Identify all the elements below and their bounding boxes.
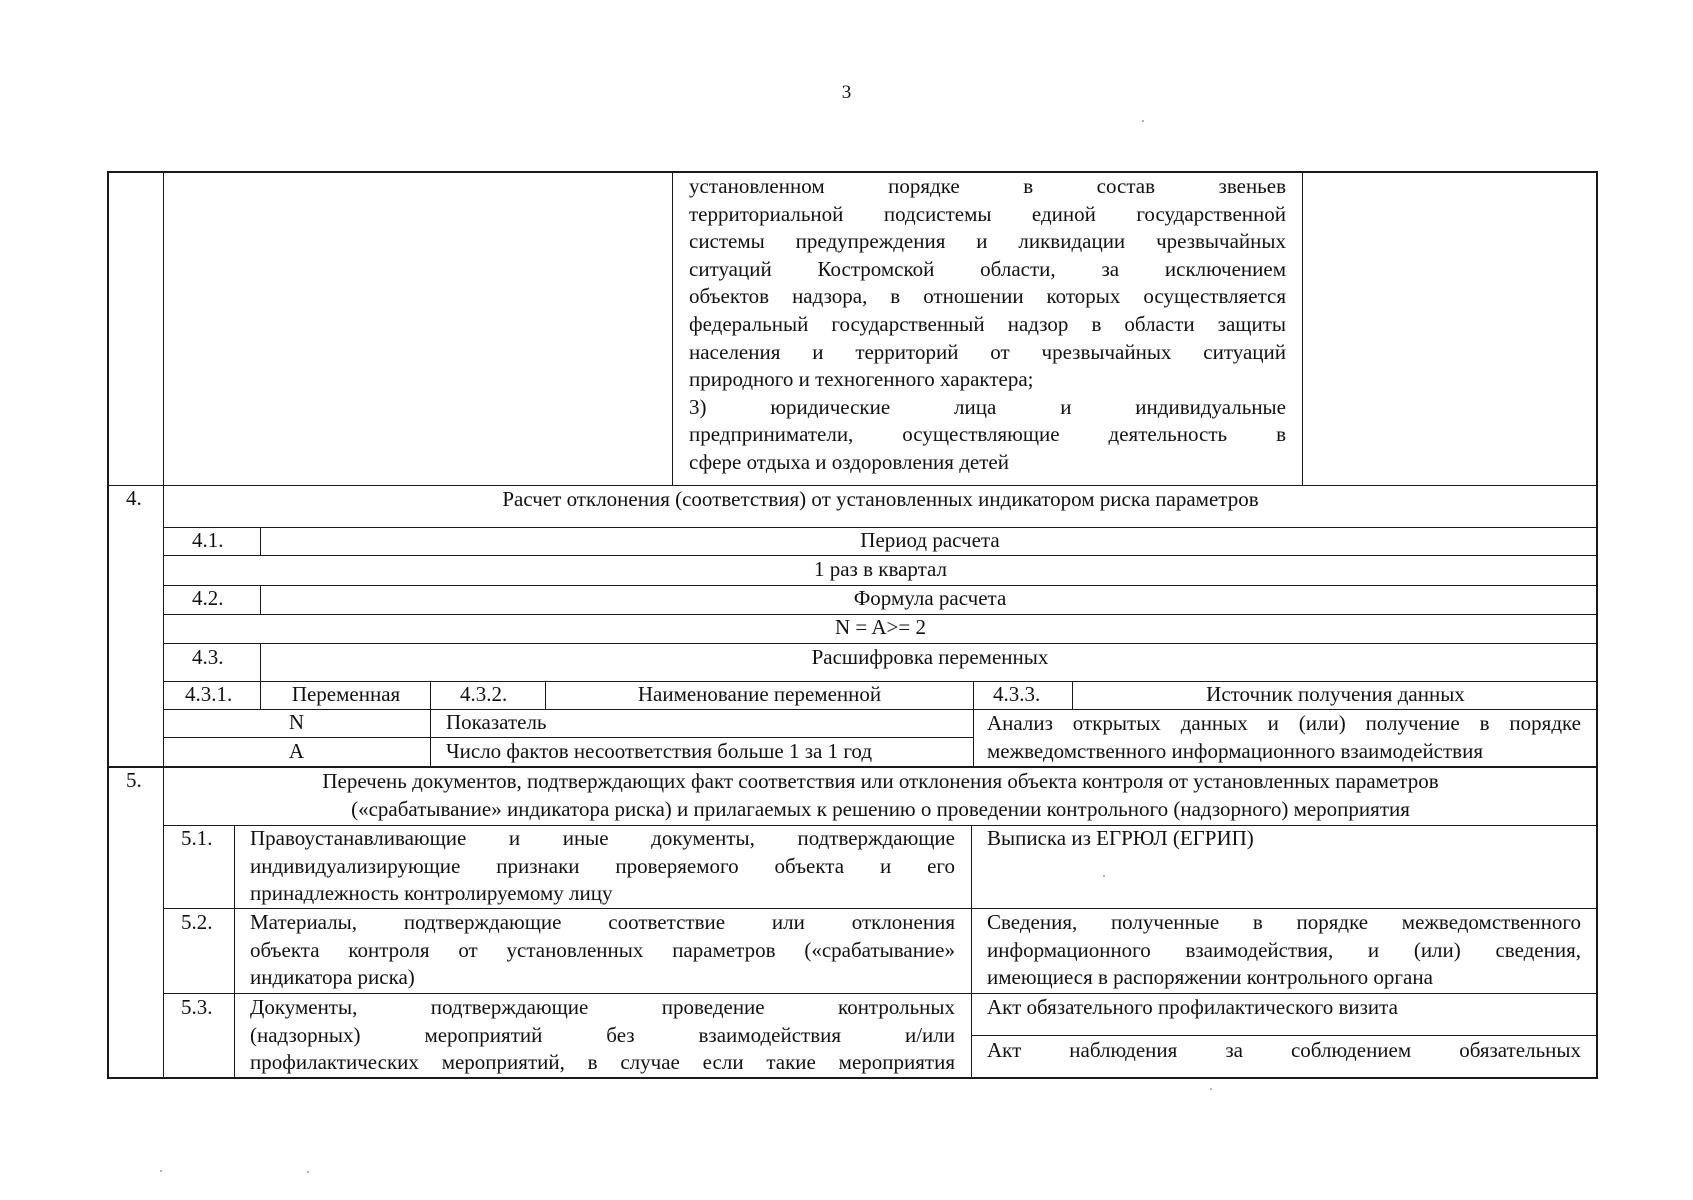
text-line: 3) юридические лица и индивидуальные bbox=[689, 394, 1286, 419]
variable-name: Показатель bbox=[446, 710, 547, 734]
text-line: сфере отдыха и оздоровления детей bbox=[689, 449, 1009, 474]
formula-number: 4.2. bbox=[192, 586, 224, 610]
text-line: Сведения, полученные в порядке межведомственного bbox=[987, 910, 1581, 934]
section5-number: 5. bbox=[126, 768, 142, 792]
item-document: Акт обязательного профилактического визита bbox=[987, 995, 1398, 1019]
variable-col-label: Переменная bbox=[291, 682, 401, 706]
cell-divider bbox=[260, 585, 261, 614]
item-document bbox=[987, 1037, 1581, 1065]
text-line: («срабатывание» индикатора риска) и прилагаемых к решению о проведении контрольного (надзорного) мероприятия bbox=[351, 796, 1410, 821]
table-border-left bbox=[107, 171, 109, 1079]
item-description bbox=[250, 825, 955, 908]
item-description bbox=[250, 909, 955, 992]
item-document bbox=[987, 909, 1581, 992]
page-number: 3 bbox=[841, 82, 852, 103]
period-number: 4.1. bbox=[192, 528, 224, 552]
scan-speck bbox=[1210, 1088, 1212, 1090]
cell-divider bbox=[260, 643, 261, 681]
variables-number: 4.3. bbox=[192, 645, 224, 669]
text-line: Акт наблюдения за соблюдением обязательных bbox=[987, 1038, 1581, 1062]
text-line: федеральный государственный надзор в области защиты bbox=[689, 311, 1286, 336]
row3-continuation-text bbox=[689, 173, 1286, 477]
text-line: Материалы, подтверждающие соответствие или отклонения bbox=[250, 910, 955, 934]
cell-divider bbox=[971, 825, 972, 1078]
text-line: принадлежность контролируемому лицу bbox=[250, 881, 613, 906]
variables-label: Расшифровка переменных bbox=[811, 645, 1049, 669]
item-number: 5.2. bbox=[181, 910, 213, 934]
row-rule bbox=[971, 1035, 1598, 1036]
text-line: (надзорных) мероприятий без взаимодействия и/или bbox=[250, 1022, 955, 1047]
text-line: установленном порядке в состав звеньев bbox=[689, 174, 1286, 198]
scan-speck bbox=[307, 1171, 309, 1173]
variable-name: Число фактов несоответствия больше 1 за 1 год bbox=[446, 739, 873, 763]
text-line: информационного взаимодействия, и (или) сведения, bbox=[987, 937, 1581, 962]
variable-symbol: A bbox=[288, 739, 305, 763]
section5-title bbox=[163, 768, 1598, 823]
text-line: предприниматели, осуществляющие деятельность в bbox=[689, 422, 1286, 447]
text-line: профилактических мероприятий, в случае если такие мероприятия bbox=[250, 1050, 955, 1075]
item-description bbox=[250, 994, 955, 1077]
formula-value: N = A>= 2 bbox=[835, 615, 926, 639]
formula-label: Формула расчета bbox=[853, 586, 1007, 610]
text-line: объектов надзора, в отношении которых осуществляется bbox=[689, 284, 1286, 309]
text-line: Документы, подтверждающие проведение контрольных bbox=[250, 995, 955, 1019]
item-number: 5.3. bbox=[181, 995, 213, 1019]
row3-divider bbox=[672, 171, 673, 485]
row3-divider bbox=[1302, 171, 1303, 485]
text-line: индикатора риска) bbox=[250, 965, 415, 990]
text-line: Правоустанавливающие и иные документы, подтверждающие bbox=[250, 826, 955, 850]
section4-title: Расчет отклонения (соответствия) от установленных индикатором риска параметров bbox=[502, 487, 1259, 511]
source-col-label: Источник получения данных bbox=[1206, 682, 1465, 706]
item-number: 5.1. bbox=[181, 826, 213, 850]
name-col-label: Наименование переменной bbox=[637, 682, 882, 706]
variables-source bbox=[987, 710, 1581, 765]
item-document: Выписка из ЕГРЮЛ (ЕГРИП) bbox=[987, 826, 1254, 850]
text-line: населения и территорий от чрезвычайных ситуаций bbox=[689, 339, 1286, 364]
name-col-number: 4.3.2. bbox=[460, 682, 508, 706]
cell-divider bbox=[260, 527, 261, 555]
period-label: Период расчета bbox=[860, 528, 1000, 552]
scan-speck bbox=[160, 1170, 162, 1172]
cell-divider bbox=[260, 681, 261, 709]
variable-col-number: 4.3.1. bbox=[185, 682, 233, 706]
period-value: 1 раз в квартал bbox=[813, 557, 948, 581]
cell-divider bbox=[234, 825, 235, 1078]
text-line: Анализ открытых данных и (или) получение в порядке bbox=[987, 711, 1581, 735]
scan-speck bbox=[1142, 120, 1144, 122]
text-line: территориальной подсистемы единой государственной bbox=[689, 201, 1286, 226]
table-border-bottom bbox=[107, 1077, 1598, 1079]
scan-speck bbox=[1103, 875, 1105, 877]
text-line: имеющиеся в распоряжении контрольного органа bbox=[987, 965, 1433, 990]
section4-number: 4. bbox=[126, 486, 142, 510]
variable-symbol: N bbox=[288, 710, 305, 734]
source-col-number: 4.3.3. bbox=[993, 682, 1041, 706]
text-line: системы предупреждения и ликвидации чрезвычайных bbox=[689, 229, 1286, 254]
text-line: Перечень документов, подтверждающих факт соответствия или отклонения объекта контроля от установленных параметров bbox=[322, 769, 1439, 793]
text-line: межведомственного информационного взаимодействия bbox=[987, 738, 1483, 763]
cell-divider bbox=[973, 681, 974, 766]
text-line: ситуаций Костромской области, за исключением bbox=[689, 256, 1286, 281]
text-line: объекта контроля от установленных параметров («срабатывание» bbox=[250, 937, 955, 962]
cell-divider bbox=[430, 681, 431, 766]
text-line: индивидуализирующие признаки проверяемого объекта и его bbox=[250, 853, 955, 878]
text-line: природного и техногенного характера; bbox=[689, 367, 1034, 392]
